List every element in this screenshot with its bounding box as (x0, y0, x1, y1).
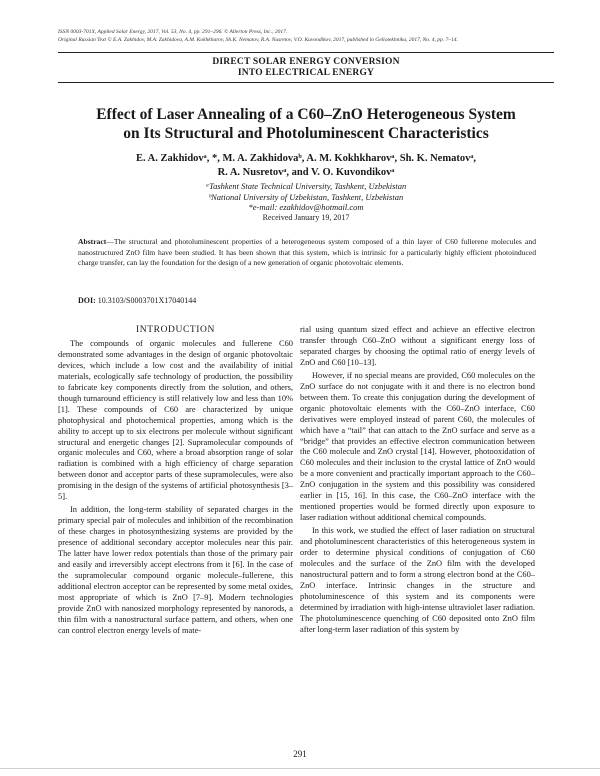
header-rule (58, 52, 554, 53)
affiliation-a: ᵃTashkent State Technical University, Tashkent, Uzbekistan (205, 181, 407, 191)
doi (78, 296, 196, 305)
paper-title-line-2: on Its Structural and Photoluminescent Characteristics (123, 125, 489, 142)
abstract (78, 237, 536, 269)
section-heading-line-2: INTO ELECTRICAL ENERGY (237, 68, 375, 78)
affiliation-b: ᵇNational University of Uzbekistan, Tashkent, Uzbekistan (208, 191, 404, 202)
paragraph: However, if no special means are provided, C60 molecules on the ZnO surface do not conjugate with it and there is no electron bond between them. To create this conjugation during the development of organic photovoltaic elements with the C60–ZnO interface, C60 derivatives were employed instead of parent C60, the molecules of which have a “tail” that can attach to the ZnO surface and serve as a “bridge” that provides an effective electron communication between the C60 molecule and ZnO crystal [14]. However, photooxidation of C60 molecules and their inclusion to the crystal lattice of ZnO would be a more convenient and practically important approach to the C60–ZnO conjugation in the system and this possibility was considered earlier in [15, 16]. In this case, the C60–ZnO interface with the mentioned properties would be formed directly upon exposure to laser radiation without additional chemical compounds. (300, 370, 535, 523)
journal-meta-line-1: ISSN 0003-701X, Applied Solar Energy, 2017, Vol. 53, No. 4, pp. 291–296. © Allerton Press, Inc., 2017. (58, 29, 288, 35)
journal-meta (58, 29, 558, 44)
affiliations (58, 181, 554, 213)
author-list-line-1: E. A. Zakhidovᵃ, *, M. A. Zakhidovaᵇ, A. M. Kokhkharovᵃ, Sh. K. Nematovᵃ, (135, 153, 477, 164)
received-date: Received January 19, 2017 (262, 213, 350, 222)
section-rule (58, 82, 554, 83)
abstract-label: Abstract (78, 237, 107, 246)
section-heading-line-1: DIRECT SOLAR ENERGY CONVERSION (212, 57, 400, 67)
introduction-heading: INTRODUCTION (136, 325, 215, 335)
body-column-right (300, 325, 535, 636)
doi-value: 10.3103/S0003701X17040144 (97, 296, 197, 305)
paragraph: The compounds of organic molecules and fullerene C60 demonstrated some advantages in the design of organic photovoltaic devices, which include a low cost and the availability of initial materials, ecologically safe technology of production, the possibility to fabricate key components directly from the solution, and others, though turnaround efficiency is still relatively low and less than 10% [1]. These compounds of C60 are characterized by unique photophysical and photochemical properties, among which is the ability to accept up to six electrons per molecule without significant structural and energetic changes [2]. Supramolecular compounds of organic molecules and C60, where a broad absorption range of solar radiation is combined with a high efficiency of charge separation between donor and acceptor parts of these supramolecules, were also promising in the design of the systems of artificial photosynthesis [3–5]. (58, 338, 293, 502)
author-list (58, 152, 554, 180)
page-number: 291 (293, 749, 307, 759)
author-list-line-2: R. A. Nusretovᵃ, and V. O. Kuvondikovᵃ (217, 167, 395, 178)
section-heading (58, 57, 554, 79)
paragraph: In addition, the long-term stability of separated charges in the primary special pair of molecules and inhibition of the recombination of these charges in photosynthesizing systems are provided by the presence of additional secondary acceptor molecules near this pair. The latter have lower redox potentials than those of the primary pair and easily and irreversibly accept electrons from it [6]. In the case of the supramolecular compound organic molecule–fullerene, this additional electron acceptor can be represented by some metal oxides, most appropriate of which is ZnO [7–9]. Modern technologies provide ZnO with nanosized morphology represented by nanorods, a thin film with a nanostructural surface pattern, and others, when one can control electron energy levels of mate- (58, 505, 293, 635)
journal-meta-line-2: Original Russian Text © E.A. Zakhidov, M.A. Zakhidova, A.M. Kokhkharov, Sh.K. Nematov, R.A. Nusretov, V.O. Kuvondikov, 2017, published in Geliotekhnika, 2017, No. 4, pp. 7–14. (58, 36, 458, 43)
page-bottom-edge (0, 768, 600, 769)
paragraph: rial using quantum sized effect and achieve an effective electron transfer through C60–ZnO without a significant energy loss of separated charges by choosing the optimal ratio of energy levels of ZnO and C60 [10–13]. (300, 325, 535, 367)
doi-label: DOI: (78, 296, 96, 305)
paper-title (58, 105, 554, 143)
paper-title-line-1: Effect of Laser Annealing of a C60–ZnO Heterogeneous System (96, 106, 516, 123)
body-column-left (58, 325, 293, 637)
paragraph: In this work, we studied the effect of laser radiation on structural and photoluminescent characteristics of this heterogeneous system in order to determine physical conditions of conjugation of C60 molecules and the surface of the ZnO film with the developed nanostructural pattern and to form a strong electron bond at the C60–ZnO interface. Intrinsic changes in the structure and photoluminescence of this system and its components were determined by irradiation with high-intense ultraviolet laser radiation. The photoluminescence quenching of C60 deposited onto ZnO film after long-term laser radiation of this system by (300, 526, 535, 634)
corresponding-email: *e-mail: ezakhidov@hotmail.com (248, 202, 364, 212)
abstract-text: —The structural and photoluminescent properties of a heterogeneous system composed of a thin layer of C60 fullerene molecules and nanostructured ZnO film have been studied. It has been shown that this system, which is intrinsic for a particularly highly efficient photoinduced charge transfer, can lay the foundation for the design of a new generation of organic photovoltaic elements. (78, 237, 536, 268)
